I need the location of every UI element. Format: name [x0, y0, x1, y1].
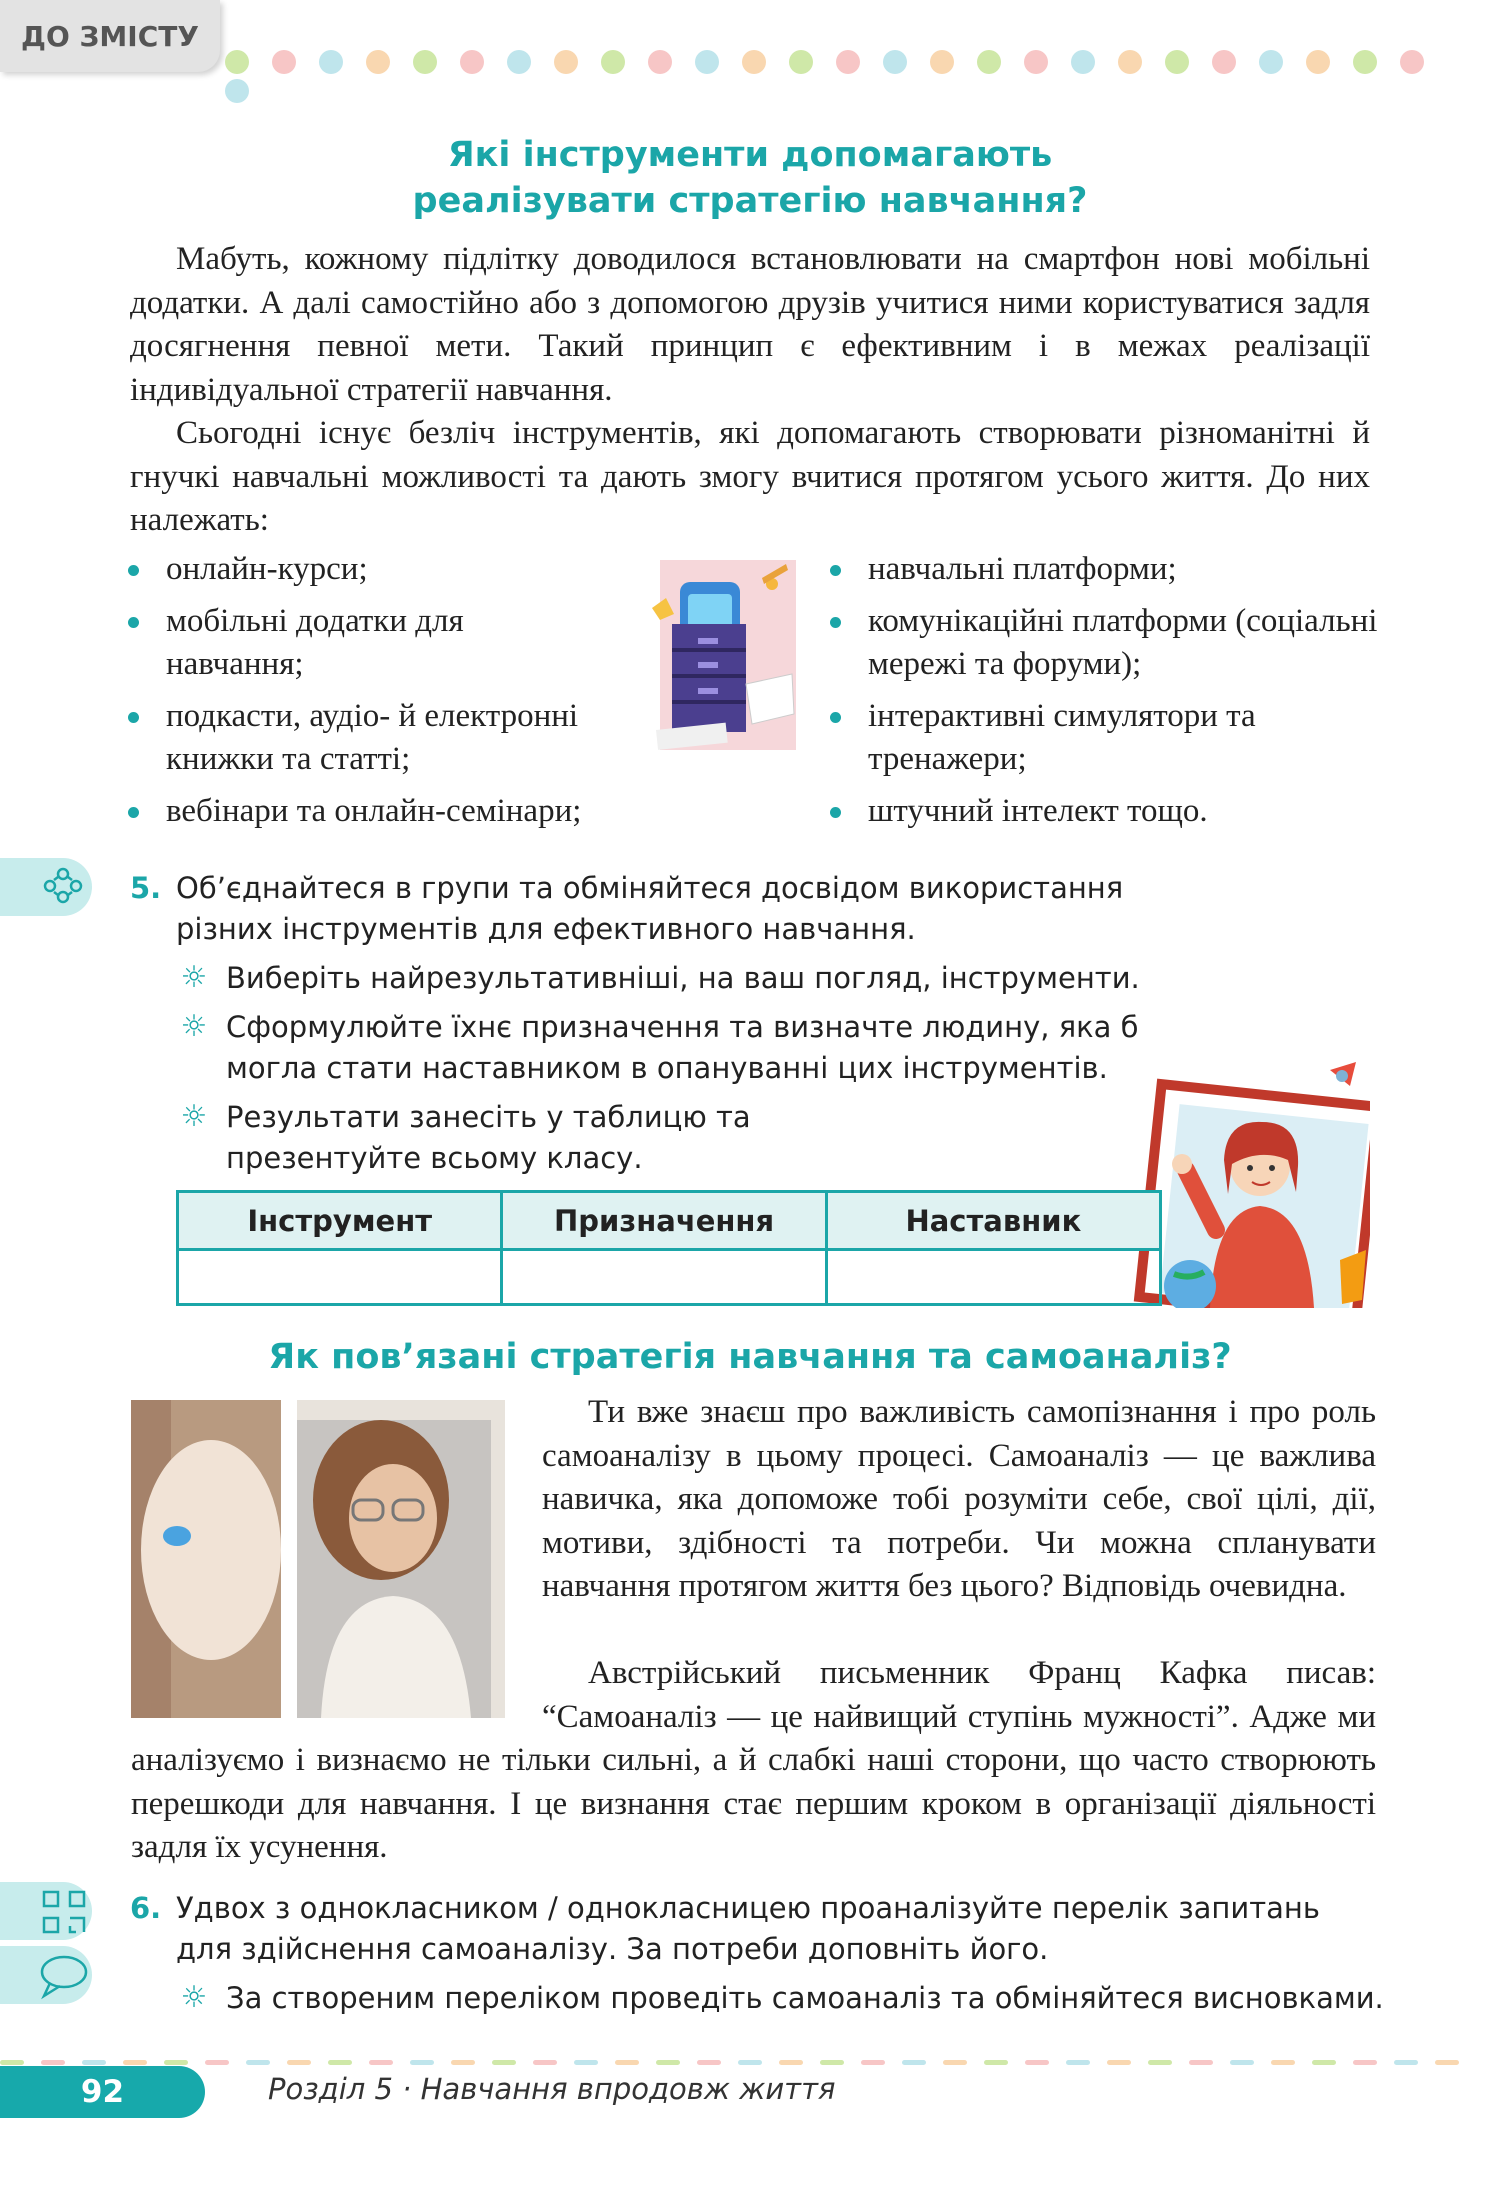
toc-button[interactable]: ДО ЗМІСТУ — [0, 0, 220, 72]
phone-tools-illustration — [652, 554, 802, 759]
chat-icon — [38, 1952, 90, 2000]
sun-bullet-icon: ☼ — [180, 1009, 208, 1044]
group-work-icon — [40, 864, 86, 910]
qr-code-icon — [40, 1888, 88, 1936]
decorative-dash — [1066, 2060, 1090, 2065]
decorative-dash — [1271, 2060, 1295, 2065]
decorative-dash — [164, 2060, 188, 2065]
list-item: подкасти, аудіо- й електронні книжки та статті; — [128, 695, 598, 781]
decorative-dash — [574, 2060, 598, 2065]
decorative-dash — [410, 2060, 434, 2065]
task-number: 6. — [130, 1891, 162, 1925]
section-title-line1: Які інструменти допомагають — [447, 135, 1053, 175]
chapter-footer: Розділ 5 · Навчання впродовж життя — [268, 2072, 836, 2106]
decorative-dot — [1118, 50, 1142, 74]
decorative-dot — [1165, 50, 1189, 74]
decorative-dot — [883, 50, 907, 74]
list-item: інтерактивні симулятори та тренажери; — [830, 695, 1338, 781]
decorative-dot — [742, 50, 766, 74]
decorative-dash — [492, 2060, 516, 2065]
list-item: онлайн-курси; — [128, 548, 598, 591]
decorative-dot — [601, 50, 625, 74]
table-cell[interactable] — [178, 1250, 502, 1305]
decorative-dash — [205, 2060, 229, 2065]
task-5 — [130, 868, 1270, 1179]
decorative-dot — [930, 50, 954, 74]
paragraph: Ти вже знаєш про важливість самопізнання і про роль самоаналізу в цьому процесі. Самоаналіз — це важлива навичка, яка допоможе тобі розуміти себе, свої цілі, дії, мотиви, здібності та потреби. Чи можна спланувати навчання протягом життя без цього? Відповідь очевидна. — [542, 1394, 1376, 1604]
decorative-dash — [984, 2060, 1008, 2065]
decorative-dot — [648, 50, 672, 74]
sun-bullet-icon: ☼ — [180, 1980, 208, 2015]
decorative-dash — [328, 2060, 352, 2065]
list-item: штучний інтелект тощо. — [830, 790, 1390, 833]
side-tab-chat — [0, 1946, 92, 2004]
decorative-dash — [697, 2060, 721, 2065]
side-tab-qr — [0, 1882, 92, 1940]
decorative-dot — [1212, 50, 1236, 74]
decorative-dash — [246, 2060, 270, 2065]
decorative-dash — [287, 2060, 311, 2065]
list-item: навчальні платформи; — [830, 548, 1390, 591]
decorative-dot — [413, 50, 437, 74]
decorative-dash — [861, 2060, 885, 2065]
decorative-dash — [41, 2060, 65, 2065]
decorative-dash — [1230, 2060, 1254, 2065]
decorative-dot — [1259, 50, 1283, 74]
decorative-dash — [1394, 2060, 1418, 2065]
decorative-dash — [902, 2060, 926, 2065]
decorative-dot-row — [225, 50, 1485, 76]
task-number: 5. — [130, 871, 162, 905]
decorative-dash — [1435, 2060, 1459, 2065]
decorative-dash — [1353, 2060, 1377, 2065]
decorative-dot — [554, 50, 578, 74]
decorative-dot — [319, 50, 343, 74]
decorative-dot — [1306, 50, 1330, 74]
decorative-dash — [82, 2060, 106, 2065]
decorative-dot — [789, 50, 813, 74]
decorative-dash — [738, 2060, 762, 2065]
decorative-dash — [779, 2060, 803, 2065]
task-text: Удвох з однокласником / однокласницею проаналізуйте перелік запитань для здійснення самоаналізу. За потреби доповніть його. — [176, 1891, 1320, 1966]
table-header-tool: Інструмент — [178, 1192, 502, 1250]
subtask-text: Сформулюйте їхнє призначення та визначте людину, яка б могла стати наставником в опануванні цих інструментів. — [226, 1010, 1139, 1085]
decorative-dash — [1148, 2060, 1172, 2065]
paragraph-kafka — [131, 1652, 1376, 1870]
table-cell[interactable] — [502, 1250, 826, 1305]
subtask-text: За створеним переліком проведіть самоаналіз та обміняйтеся висновками. — [226, 1981, 1384, 2015]
decorative-dash — [1189, 2060, 1213, 2065]
section-title-line2: реалізувати стратегію навчання? — [412, 181, 1088, 221]
decorative-dot — [695, 50, 719, 74]
decorative-dot — [460, 50, 484, 74]
section-title-self-analysis: Як пов’язані стратегія навчання та самоаналіз? — [268, 1337, 1232, 1377]
subtask-text: Результати занесіть у таблицю та презентуйте всьому класу. — [226, 1100, 751, 1175]
tools-list-left — [128, 548, 598, 842]
table-cell[interactable] — [826, 1250, 1160, 1305]
tools-list-right — [830, 548, 1390, 842]
decorative-dash — [820, 2060, 844, 2065]
decorative-dot — [507, 50, 531, 74]
task-text: Об’єднайтеся в групи та обміняйтеся досвідом використання різних інструментів для ефективного навчання. — [176, 871, 1124, 946]
decorative-dash — [943, 2060, 967, 2065]
table-row — [178, 1250, 1161, 1305]
kafka-quote-text: Австрійський письменник Франц Кафка писав: “Самоаналіз — це найвищий ступінь мужності”. Адже ми аналізуємо і визнаємо не тільки сильні, а й слабкі наші сторони, що часто створюють перешкоди для навчання. І це визнання стає першим кроком в організації діяльності задля їх усунення. — [131, 1655, 1376, 1865]
sun-bullet-icon: ☼ — [180, 960, 208, 995]
decorative-dash — [0, 2060, 24, 2065]
decorative-dot — [836, 50, 860, 74]
paragraph: Мабуть, кожному підлітку доводилося встановлювати на смартфон нові мобільні додатки. А далі самостійно або з допомогою друзів учитися ними користуватися задля досягнення певної мети. Такий принцип є ефективним і в межах реалізації індивідуальної стратегії навчання. — [130, 241, 1370, 408]
subtask-text: Виберіть найрезультативніші, на ваш погляд, інструменти. — [226, 961, 1140, 995]
decorative-dash — [1107, 2060, 1131, 2065]
paragraph: Сьогодні існує безліч інструментів, які допомагають створювати різноманітні й гнучкі навчальні можливості та дають змогу вчитися протягом усього життя. До них належать: — [130, 415, 1370, 538]
table-header-mentor: Наставник — [826, 1192, 1160, 1250]
section-title-tools — [120, 132, 1380, 224]
sun-bullet-icon: ☼ — [180, 1099, 208, 1134]
decorative-dot — [272, 50, 296, 74]
list-item: мобільні додатки для навчання; — [128, 600, 598, 686]
decorative-dash — [615, 2060, 639, 2065]
decorative-dot — [977, 50, 1001, 74]
decorative-dash — [533, 2060, 557, 2065]
decorative-dash — [123, 2060, 147, 2065]
decorative-dash — [1312, 2060, 1336, 2065]
decorative-dash — [1025, 2060, 1049, 2065]
task-6 — [130, 1888, 1384, 2019]
decorative-dot — [366, 50, 390, 74]
decorative-dot — [1353, 50, 1377, 74]
page-number: 92 — [0, 2066, 205, 2118]
list-item: комунікаційні платформи (соціальні мережі та форуми); — [830, 600, 1390, 686]
list-item: вебінари та онлайн-семінари; — [128, 790, 726, 833]
decorative-dash — [369, 2060, 393, 2065]
teacher-illustration — [1130, 1060, 1370, 1308]
decorative-dot — [225, 50, 249, 74]
decorative-dot — [225, 79, 249, 103]
side-tab-group — [0, 858, 92, 916]
table-header-purpose: Призначення — [502, 1192, 826, 1250]
decorative-dot — [1400, 50, 1424, 74]
decorative-dash — [451, 2060, 475, 2065]
results-table — [176, 1190, 1162, 1306]
decorative-dot — [1071, 50, 1095, 74]
decorative-dash — [656, 2060, 680, 2065]
footer-dashed-line — [0, 2052, 1500, 2058]
decorative-dot — [1024, 50, 1048, 74]
